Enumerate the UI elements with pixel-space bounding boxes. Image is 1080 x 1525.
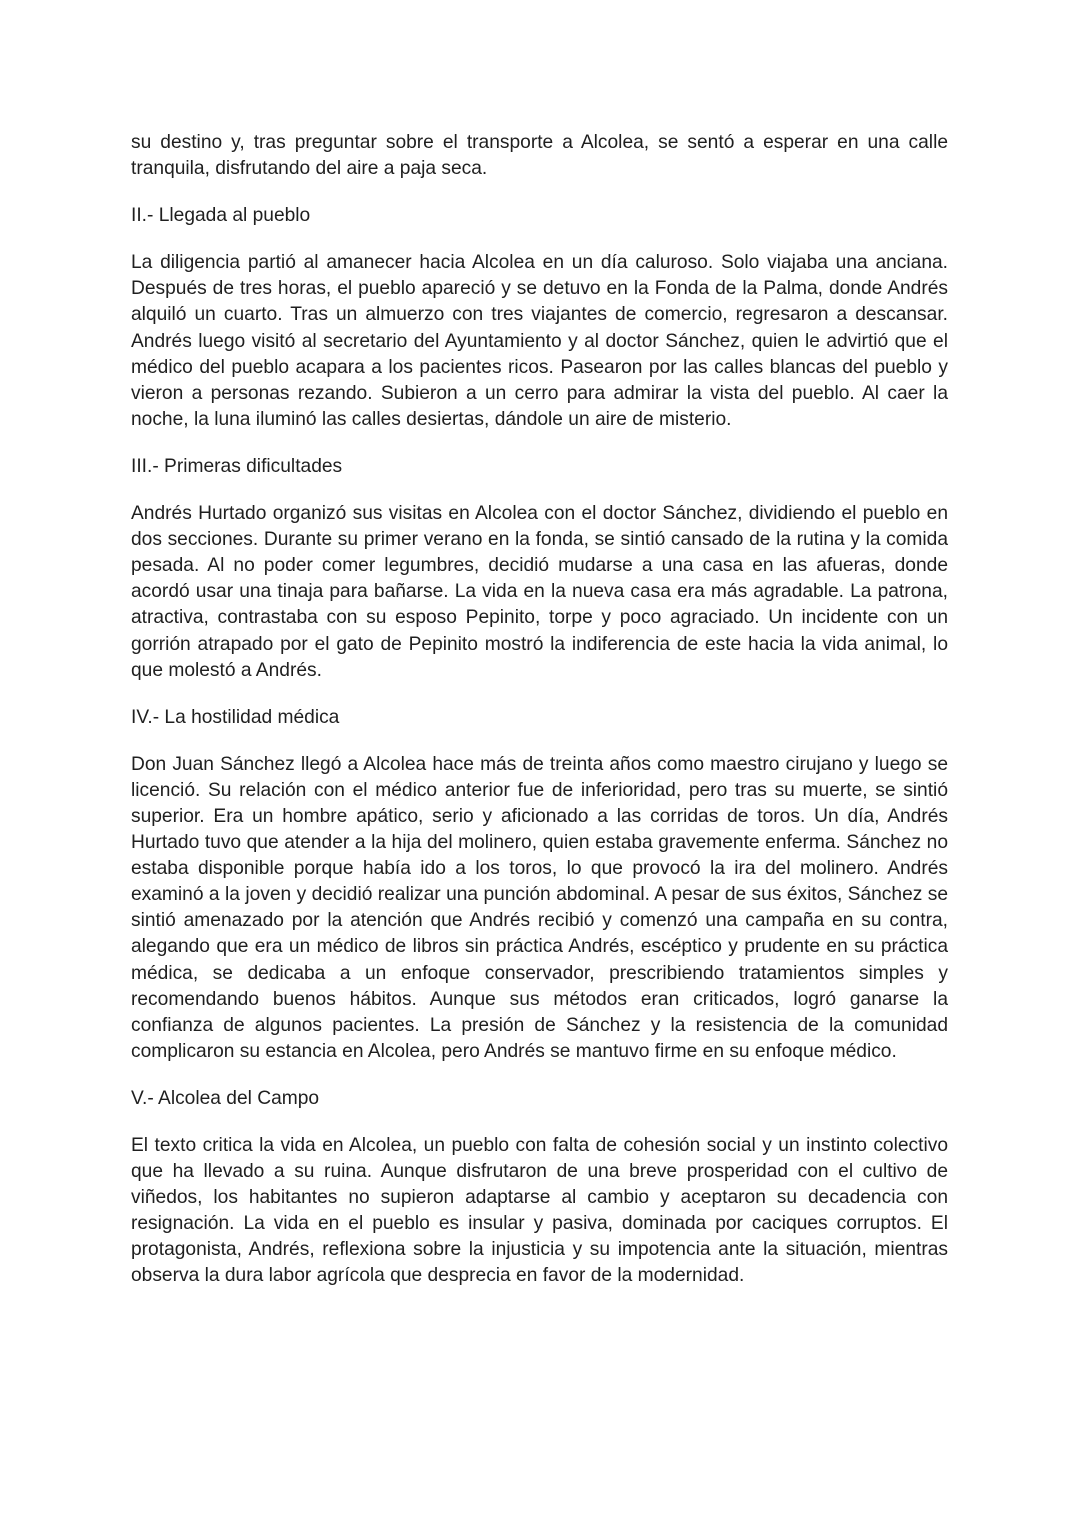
paragraph-hostilidad: Don Juan Sánchez llegó a Alcolea hace más de treinta años como maestro cirujano y luego se licenció. Su relación con el médico anterior fue de inferioridad, pero tras su muerte, se sintió superior. Era un hombre apático, serio y aficionado a las corridas de toros. Un día, Andrés Hurtado tuvo que atender a la hija del molinero, quien estaba gravemente enferma. Sánchez no estaba disponible porque había ido a los toros, lo que provocó la ira del molinero. Andrés examinó a la joven y decidió realizar una punción abdominal. A pesar de sus éxitos, Sánchez se sintió amenazado por la atención que Andrés recibió y comenzó una campaña en su contra, alegando que era un médico de libros sin práctica Andrés, escéptico y prudente en su práctica médica, se dedicaba a un enfoque conservador, prescribiendo tratamientos simples y recomendando buenos hábitos. Aunque sus métodos eran criticados, logró ganarse la confianza de algunos pacientes. La presión de Sánchez y la resistencia de la comunidad complicaron su estancia en Alcolea, pero Andrés se mantuvo firme en su enfoque médico. xyxy=(131,753,948,1062)
paragraph-alcolea: El texto critica la vida en Alcolea, un pueblo con falta de cohesión social y un instinto colectivo que ha llevado a su ruina. Aunque disfrutaron de una breve prosperidad con el cultivo de viñedos, los habitantes no supieron adaptarse al cambio y aceptaron su decadencia con resignación. La vida en el pueblo es insular y pasiva, dominada por caciques corruptos. El protagonista, Andrés, reflexiona sobre la injusticia y su impotencia ante la situación, mientras observa la dura labor agrícola que desprecia en favor de la modernidad. xyxy=(131,1135,948,1287)
paragraph-dificultades: Andrés Hurtado organizó sus visitas en Alcolea con el doctor Sánchez, dividiendo el pueblo en dos secciones. Durante su primer verano en la fonda, se sintió cansado de la rutina y la comida pesada. Al no poder comer legumbres, decidió mudarse a una casa en las afueras, donde acordó usar una tinaja para bañarse. La vida en la nueva casa era más agradable. La patrona, atractiva, contrastaba con su esposo Pepinito, torpe y poco agraciado. Un incidente con un gorrión atrapado por el gato de Pepinito mostró la indiferencia de este hacia la vida animal, lo que molestó a Andrés. xyxy=(131,503,948,681)
document-page xyxy=(131,130,948,1311)
section-heading-llegada: II.- Llegada al pueblo xyxy=(131,205,311,227)
paragraph-llegada: La diligencia partió al amanecer hacia Alcolea en un día caluroso. Solo viajaba una anciana. Después de tres horas, el pueblo apareció y se detuvo en la Fonda de la Palma, donde Andrés alquiló un cuarto. Tras un almuerzo con tres viajantes de comercio, regresaron a descansar. Andrés luego visitó al secretario del Ayuntamiento y al doctor Sánchez, quien le advirtió que el médico del pueblo acapara a los pacientes ricos. Pasearon por las calles blancas del pueblo y vieron a personas rezando. Subieron a un cerro para admirar la vista del pueblo. Al caer la noche, la luna iluminó las calles desiertas, dándole un aire de misterio. xyxy=(131,252,948,430)
paragraph-intro-continuation: su destino y, tras preguntar sobre el transporte a Alcolea, se sentó a esperar en una calle tranquila, disfrutando del aire a paja seca. xyxy=(131,132,948,180)
section-heading-hostilidad: IV.- La hostilidad médica xyxy=(131,706,340,728)
section-heading-dificultades: III.- Primeras dificultades xyxy=(131,455,343,477)
section-heading-alcolea: V.- Alcolea del Campo xyxy=(131,1087,320,1109)
